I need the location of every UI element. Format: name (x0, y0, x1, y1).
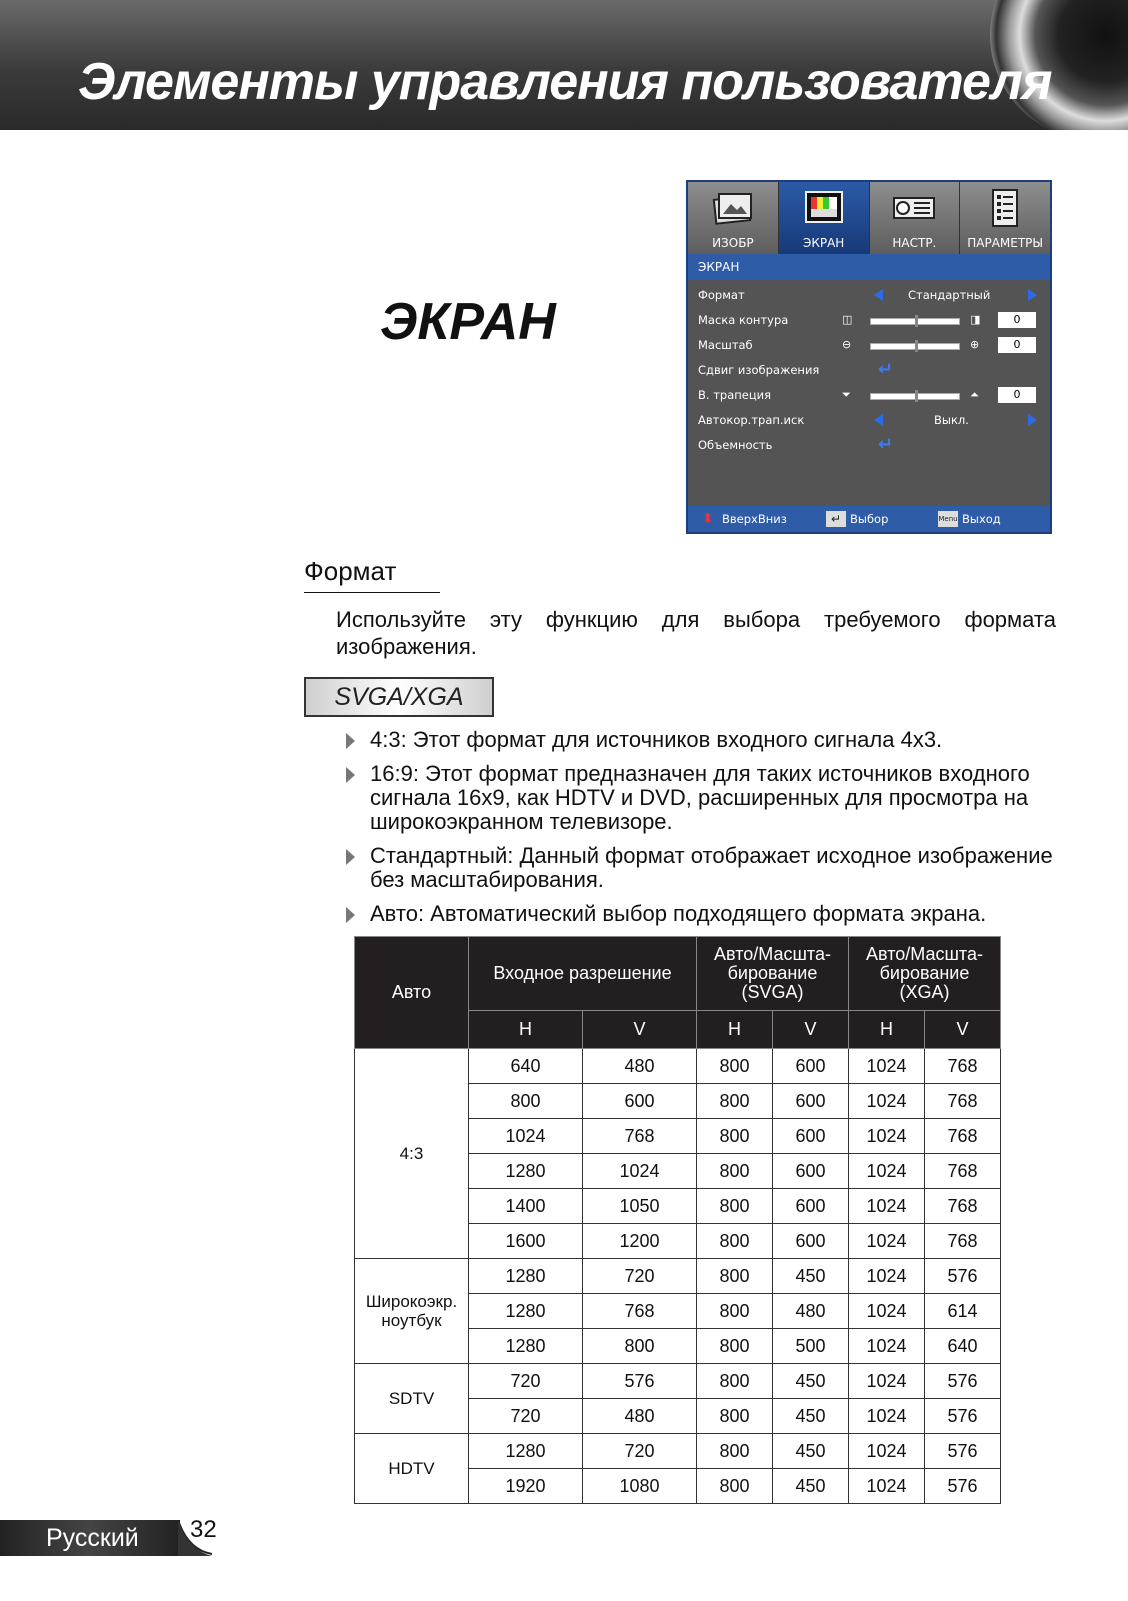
table-cell: 1024 (849, 1084, 925, 1119)
exit-label: Выход (962, 512, 1001, 526)
header-h: H (469, 1011, 583, 1049)
screen-icon (802, 188, 846, 228)
table-cell: 720 (583, 1259, 697, 1294)
row-label: Маска контура (698, 313, 789, 327)
select-label: Выбор (850, 512, 889, 526)
osd-footer (688, 506, 1050, 532)
osd-row-3d[interactable] (698, 434, 1048, 456)
tab-screen[interactable] (779, 182, 870, 254)
table-cell: 1024 (849, 1469, 925, 1504)
table-cell: 800 (697, 1469, 773, 1504)
keystone-increase-icon: ⏶ (970, 388, 979, 401)
resolution-table (354, 936, 1001, 1504)
table-cell: 576 (925, 1259, 1001, 1294)
table-cell: 800 (697, 1049, 773, 1084)
row-label: Формат (698, 288, 745, 302)
edge-mask-slider[interactable] (870, 318, 960, 325)
table-cell: 1280 (469, 1294, 583, 1329)
table-cell: 1024 (849, 1189, 925, 1224)
osd-row-v-keystone[interactable] (698, 384, 1048, 406)
list-item (346, 762, 1066, 834)
tab-options[interactable] (960, 182, 1050, 254)
table-cell: 450 (773, 1364, 849, 1399)
zoom-value: 0 (998, 337, 1036, 353)
row-label: Масштаб (698, 338, 753, 352)
header-h: H (697, 1011, 773, 1049)
table-cell: 500 (773, 1329, 849, 1364)
format-bullet-list (346, 728, 1066, 936)
table-cell: 800 (697, 1294, 773, 1329)
enter-icon[interactable]: ↵ (878, 434, 894, 455)
osd-row-format[interactable] (698, 284, 1048, 306)
table-cell: 768 (925, 1189, 1001, 1224)
svga-xga-badge: SVGA/XGA (304, 677, 494, 717)
enter-icon[interactable]: ↵ (878, 359, 894, 380)
table-cell: 450 (773, 1399, 849, 1434)
table-cell: 480 (583, 1399, 697, 1434)
bullet-text: 4:3: Этот формат для источников входного сигнала 4x3. (370, 727, 943, 752)
table-cell: 800 (697, 1329, 773, 1364)
bullet-arrow-icon (346, 849, 355, 865)
header-v: V (925, 1011, 1001, 1049)
bullet-text: Стандартный: Данный формат отображает исходное изображение без масштабирования. (370, 843, 1053, 892)
keystone-slider[interactable] (870, 393, 960, 400)
table-cell: 1400 (469, 1189, 583, 1224)
table-cell: 614 (925, 1294, 1001, 1329)
table-cell: 800 (697, 1084, 773, 1119)
header-h: H (849, 1011, 925, 1049)
table-cell: 450 (773, 1259, 849, 1294)
group-label: Широкоэкр. ноутбук (355, 1259, 469, 1364)
table-cell: 720 (583, 1434, 697, 1469)
table-cell: 800 (697, 1259, 773, 1294)
list-item (346, 844, 1066, 892)
table-cell: 768 (583, 1119, 697, 1154)
table-cell: 1280 (469, 1434, 583, 1469)
table-cell: 768 (925, 1224, 1001, 1259)
list-item (346, 902, 1066, 926)
keystone-value: 0 (998, 387, 1036, 403)
table-cell: 768 (925, 1119, 1001, 1154)
updown-icon: ⬍ (702, 511, 714, 527)
row-label: В. трапеция (698, 388, 772, 402)
osd-row-edge-mask[interactable] (698, 309, 1048, 331)
table-cell: 1024 (849, 1294, 925, 1329)
osd-row-auto-keystone[interactable] (698, 409, 1048, 431)
table-cell: 1920 (469, 1469, 583, 1504)
table-cell: 800 (583, 1329, 697, 1364)
picture-icon (711, 188, 755, 228)
table-cell: 450 (773, 1434, 849, 1469)
arrow-right-icon[interactable] (1028, 289, 1037, 301)
format-description: Используйте эту функцию для выбора требуемого формата изображения. (336, 607, 1056, 659)
table-cell: 1024 (849, 1434, 925, 1469)
osd-menu-title: ЭКРАН (688, 254, 1050, 280)
row-label: Автокор.трап.иск (698, 413, 805, 427)
tab-settings[interactable] (870, 182, 961, 254)
zoom-out-icon: ⊖ (842, 338, 852, 351)
arrow-left-icon[interactable] (874, 289, 883, 301)
arrow-right-icon[interactable] (1028, 414, 1037, 426)
edge-mask-value: 0 (998, 312, 1036, 328)
table-row (355, 1434, 1001, 1469)
table-cell: 800 (697, 1119, 773, 1154)
table-cell: 800 (697, 1154, 773, 1189)
format-heading: Формат (304, 556, 397, 586)
table-cell: 1280 (469, 1259, 583, 1294)
table-cell: 768 (925, 1049, 1001, 1084)
page-title: Элементы управления пользователя (78, 53, 1052, 111)
row-label: Объемность (698, 438, 773, 452)
table-body (355, 1049, 1001, 1504)
table-cell: 1024 (849, 1119, 925, 1154)
table-cell: 1080 (583, 1469, 697, 1504)
table-cell: 800 (697, 1224, 773, 1259)
tab-label: ИЗОБР (712, 236, 754, 250)
zoom-in-icon: ⊕ (970, 338, 980, 351)
table-cell: 640 (925, 1329, 1001, 1364)
osd-tabs (688, 182, 1050, 254)
table-cell: 1024 (849, 1329, 925, 1364)
header-svga: Авто/Масшта-бирование (SVGA) (697, 937, 849, 1011)
bullet-text: 16:9: Этот формат предназначен для таких источников входного сигнала 16x9, как HDTV и DVD, расширенных для просмотра на широкоэкранном телевизоре. (370, 761, 1030, 834)
table-cell: 1024 (849, 1399, 925, 1434)
table-cell: 600 (773, 1049, 849, 1084)
table-cell: 768 (925, 1084, 1001, 1119)
table-cell: 800 (697, 1399, 773, 1434)
table-cell: 800 (697, 1189, 773, 1224)
slider-knob[interactable] (915, 340, 918, 352)
table-cell: 1200 (583, 1224, 697, 1259)
table-cell: 576 (583, 1364, 697, 1399)
header-auto: Авто (355, 937, 469, 1049)
table-cell: 600 (773, 1189, 849, 1224)
osd-menu (686, 180, 1052, 534)
table-cell: 1024 (469, 1119, 583, 1154)
tab-picture[interactable] (688, 182, 779, 254)
table-cell: 768 (925, 1154, 1001, 1189)
table-cell: 576 (925, 1469, 1001, 1504)
header-input-resolution: Входное разрешение (469, 937, 697, 1011)
keystone-decrease-icon: ⏷ (842, 388, 851, 401)
table-cell: 450 (773, 1469, 849, 1504)
bullet-arrow-icon (346, 767, 355, 783)
heading-underline (304, 592, 440, 593)
bullet-arrow-icon (346, 733, 355, 749)
list-item (346, 728, 1066, 752)
table-cell: 576 (925, 1399, 1001, 1434)
page-number: 32 (190, 1516, 217, 1543)
table-cell: 1024 (849, 1259, 925, 1294)
zoom-slider[interactable] (870, 343, 960, 350)
osd-row-image-shift[interactable] (698, 359, 1048, 381)
table-cell: 1024 (849, 1224, 925, 1259)
mask-decrease-icon: ◫ (842, 313, 853, 326)
bullet-arrow-icon (346, 907, 355, 923)
table-cell: 1600 (469, 1224, 583, 1259)
table-cell: 800 (469, 1084, 583, 1119)
table-cell: 600 (583, 1084, 697, 1119)
header-banner (0, 0, 1128, 130)
table-cell: 480 (583, 1049, 697, 1084)
slider-knob[interactable] (915, 315, 918, 327)
group-label: HDTV (355, 1434, 469, 1504)
table-cell: 720 (469, 1399, 583, 1434)
table-cell: 1280 (469, 1329, 583, 1364)
table-cell: 600 (773, 1084, 849, 1119)
table-cell: 600 (773, 1119, 849, 1154)
projector-icon (892, 188, 936, 228)
bullet-text: Авто: Автоматический выбор подходящего формата экрана. (370, 901, 987, 926)
table-cell: 720 (469, 1364, 583, 1399)
footer-language-tab (0, 1520, 180, 1556)
table-cell: 768 (583, 1294, 697, 1329)
table-row (355, 1049, 1001, 1084)
table-cell: 600 (773, 1224, 849, 1259)
header-v: V (773, 1011, 849, 1049)
table-cell: 1050 (583, 1189, 697, 1224)
table-cell: 1280 (469, 1154, 583, 1189)
osd-row-zoom[interactable] (698, 334, 1048, 356)
table-cell: 800 (697, 1364, 773, 1399)
tab-label: ЭКРАН (802, 236, 845, 250)
table-cell: 640 (469, 1049, 583, 1084)
table-row (355, 1259, 1001, 1294)
table-row (355, 1364, 1001, 1399)
mask-increase-icon: ◨ (970, 313, 981, 326)
header-xga: Авто/Масшта-бирование (XGA) (849, 937, 1001, 1011)
enter-key-icon: ↵ (826, 511, 846, 527)
table-cell: 1024 (849, 1364, 925, 1399)
table-cell: 480 (773, 1294, 849, 1329)
tab-label: ПАРАМЕТРЫ (967, 236, 1044, 250)
arrow-left-icon[interactable] (874, 414, 883, 426)
menu-key-icon: Menu (938, 511, 958, 527)
group-label: SDTV (355, 1364, 469, 1434)
table-cell: 576 (925, 1364, 1001, 1399)
group-label: 4:3 (355, 1049, 469, 1259)
table-cell: 576 (925, 1434, 1001, 1469)
options-icon (983, 188, 1027, 228)
slider-knob[interactable] (915, 390, 918, 402)
updown-label: ВверхВниз (722, 512, 787, 526)
table-cell: 800 (697, 1434, 773, 1469)
section-title: ЭКРАН (380, 293, 556, 351)
tab-label: НАСТР. (892, 236, 937, 250)
table-cell: 600 (773, 1154, 849, 1189)
header-v: V (583, 1011, 697, 1049)
footer-language: Русский (46, 1524, 139, 1552)
table-cell: 1024 (849, 1154, 925, 1189)
row-label: Сдвиг изображения (698, 363, 820, 377)
row-value: Стандартный (908, 288, 991, 302)
table-cell: 1024 (583, 1154, 697, 1189)
table-cell: 1024 (849, 1049, 925, 1084)
row-value: Выкл. (934, 413, 969, 427)
